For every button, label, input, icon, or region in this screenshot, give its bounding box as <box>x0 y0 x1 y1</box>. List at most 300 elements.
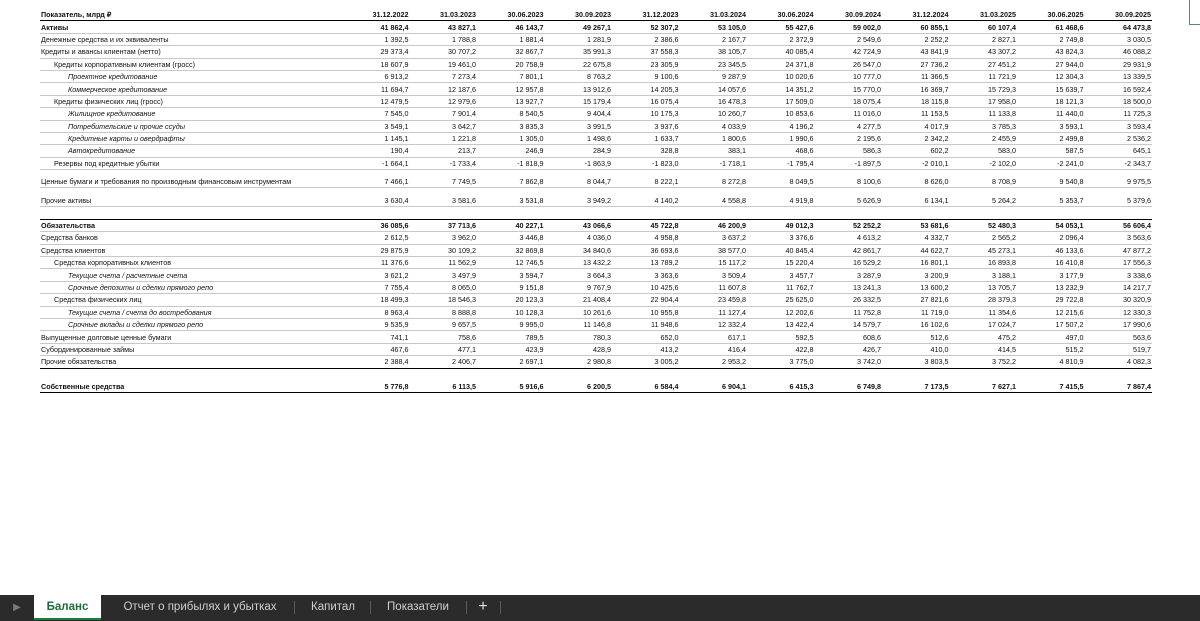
row-label-cell[interactable]: Обязательства <box>40 219 342 231</box>
value-cell[interactable]: 45 273,1 <box>950 244 1018 256</box>
value-cell[interactable]: -1 795,4 <box>747 157 815 169</box>
value-cell[interactable]: 4 082,3 <box>1085 356 1153 368</box>
value-cell[interactable]: 6 904,1 <box>680 381 748 393</box>
row-label-cell[interactable]: Выпущенные долговые ценные бумаги <box>40 331 342 343</box>
value-cell[interactable]: 15 639,7 <box>1017 83 1085 95</box>
value-cell[interactable]: 15 117,2 <box>680 257 748 269</box>
row-label-cell[interactable]: Коммерческое кредитование <box>40 83 342 95</box>
row-label-cell[interactable]: Прочие активы <box>40 194 342 206</box>
value-cell[interactable]: 8 065,0 <box>410 281 478 293</box>
value-cell[interactable]: 30 320,9 <box>1085 294 1153 306</box>
value-cell[interactable]: 428,9 <box>545 343 613 355</box>
value-cell[interactable]: 583,0 <box>950 145 1018 157</box>
value-cell[interactable]: 38 105,7 <box>680 46 748 58</box>
value-cell[interactable]: 10 955,8 <box>612 306 680 318</box>
value-cell[interactable]: 32 867,7 <box>477 46 545 58</box>
value-cell[interactable]: 60 855,1 <box>882 21 950 33</box>
value-cell[interactable]: -1 733,4 <box>410 157 478 169</box>
value-cell[interactable]: 3 363,6 <box>612 269 680 281</box>
value-cell[interactable]: 16 410,8 <box>1017 257 1085 269</box>
value-cell[interactable]: 2 749,8 <box>1017 33 1085 45</box>
value-cell[interactable]: 9 975,5 <box>1085 176 1153 188</box>
value-cell[interactable]: 2 827,1 <box>950 33 1018 45</box>
tab-income-statement[interactable]: Отчет о прибылях и убытках <box>123 601 277 613</box>
value-cell[interactable]: 383,1 <box>680 145 748 157</box>
value-cell[interactable]: 11 948,6 <box>612 318 680 330</box>
value-cell[interactable]: 22 675,8 <box>545 58 613 70</box>
row-label-cell[interactable]: Срочные депозиты и сделки прямого репо <box>40 281 342 293</box>
value-cell[interactable]: 12 979,6 <box>410 95 478 107</box>
value-cell[interactable]: 7 627,1 <box>950 381 1018 393</box>
value-cell[interactable]: 4 958,8 <box>612 232 680 244</box>
value-cell[interactable]: 11 762,7 <box>747 281 815 293</box>
value-cell[interactable]: 16 102,6 <box>882 318 950 330</box>
value-cell[interactable]: 9 767,9 <box>545 281 613 293</box>
value-cell[interactable]: 3 991,5 <box>545 120 613 132</box>
value-cell[interactable]: 8 044,7 <box>545 176 613 188</box>
value-cell[interactable]: 477,1 <box>410 343 478 355</box>
value-cell[interactable]: 3 593,1 <box>1017 120 1085 132</box>
value-cell[interactable]: 213,7 <box>410 145 478 157</box>
value-cell[interactable]: 15 729,3 <box>950 83 1018 95</box>
value-cell[interactable]: 12 957,8 <box>477 83 545 95</box>
value-cell[interactable]: 11 133,8 <box>950 108 1018 120</box>
value-cell[interactable]: 6 913,2 <box>342 70 410 82</box>
value-cell[interactable]: 3 949,2 <box>545 194 613 206</box>
value-cell[interactable]: 22 904,4 <box>612 294 680 306</box>
value-cell[interactable]: 59 002,0 <box>815 21 883 33</box>
value-cell[interactable]: 10 777,0 <box>815 70 883 82</box>
value-cell[interactable]: 10 175,3 <box>612 108 680 120</box>
value-cell[interactable]: 423,9 <box>477 343 545 355</box>
value-cell[interactable]: 2 342,2 <box>882 132 950 144</box>
value-cell[interactable]: 2 252,2 <box>882 33 950 45</box>
value-cell[interactable]: 11 440,0 <box>1017 108 1085 120</box>
value-cell[interactable]: 52 252,2 <box>815 219 883 231</box>
value-cell[interactable]: 3 593,4 <box>1085 120 1153 132</box>
value-cell[interactable]: 3 457,7 <box>747 269 815 281</box>
value-cell[interactable]: 17 958,0 <box>950 95 1018 107</box>
row-label-cell[interactable]: Срочные вклады и сделки прямого репо <box>40 318 342 330</box>
value-cell[interactable]: 14 351,2 <box>747 83 815 95</box>
value-cell[interactable]: 20 758,9 <box>477 58 545 70</box>
value-cell[interactable]: 7 755,4 <box>342 281 410 293</box>
value-cell[interactable]: 7 749,5 <box>410 176 478 188</box>
value-cell[interactable]: 47 877,2 <box>1085 244 1153 256</box>
value-cell[interactable]: 3 775,0 <box>747 356 815 368</box>
value-cell[interactable]: 17 024,7 <box>950 318 1018 330</box>
value-cell[interactable]: 7 862,8 <box>477 176 545 188</box>
value-cell[interactable]: 6 584,4 <box>612 381 680 393</box>
value-cell[interactable]: 1 145,1 <box>342 132 410 144</box>
value-cell[interactable]: 27 451,2 <box>950 58 1018 70</box>
value-cell[interactable]: 2 096,4 <box>1017 232 1085 244</box>
tab-scroll-arrow-icon[interactable]: ▶ <box>13 602 21 613</box>
value-cell[interactable]: -1 664,1 <box>342 157 410 169</box>
header-date-cell[interactable]: 31.12.2024 <box>882 9 950 21</box>
value-cell[interactable]: 23 459,8 <box>680 294 748 306</box>
value-cell[interactable]: 3 287,9 <box>815 269 883 281</box>
value-cell[interactable]: 5 379,6 <box>1085 194 1153 206</box>
value-cell[interactable]: 1 788,8 <box>410 33 478 45</box>
value-cell[interactable]: 2 386,6 <box>612 33 680 45</box>
value-cell[interactable]: 24 371,8 <box>747 58 815 70</box>
value-cell[interactable]: 10 128,3 <box>477 306 545 318</box>
value-cell[interactable]: 4 140,2 <box>612 194 680 206</box>
row-label-cell[interactable]: Средства клиентов <box>40 244 342 256</box>
value-cell[interactable]: 5 626,9 <box>815 194 883 206</box>
value-cell[interactable]: 8 222,1 <box>612 176 680 188</box>
value-cell[interactable]: 3 188,1 <box>950 269 1018 281</box>
value-cell[interactable]: 8 540,5 <box>477 108 545 120</box>
value-cell[interactable]: 46 133,6 <box>1017 244 1085 256</box>
value-cell[interactable]: 3 803,5 <box>882 356 950 368</box>
value-cell[interactable]: 17 990,6 <box>1085 318 1153 330</box>
value-cell[interactable]: 4 810,9 <box>1017 356 1085 368</box>
value-cell[interactable]: 4 277,5 <box>815 120 883 132</box>
row-label-cell[interactable]: Текущие счета / расчетные счета <box>40 269 342 281</box>
value-cell[interactable]: 13 241,3 <box>815 281 883 293</box>
value-cell[interactable]: 13 232,9 <box>1017 281 1085 293</box>
value-cell[interactable]: 53 105,0 <box>680 21 748 33</box>
value-cell[interactable]: 12 332,4 <box>680 318 748 330</box>
row-label-cell[interactable]: Субординированные займы <box>40 343 342 355</box>
value-cell[interactable]: 9 100,6 <box>612 70 680 82</box>
value-cell[interactable]: 1 281,9 <box>545 33 613 45</box>
value-cell[interactable]: 2 406,7 <box>410 356 478 368</box>
value-cell[interactable]: 2 388,4 <box>342 356 410 368</box>
value-cell[interactable]: 9 995,0 <box>477 318 545 330</box>
header-date-cell[interactable]: 30.06.2024 <box>747 9 815 21</box>
value-cell[interactable]: 4 919,8 <box>747 194 815 206</box>
value-cell[interactable]: 35 991,3 <box>545 46 613 58</box>
value-cell[interactable]: 52 307,2 <box>612 21 680 33</box>
value-cell[interactable]: 15 220,4 <box>747 257 815 269</box>
value-cell[interactable]: 16 592,4 <box>1085 83 1153 95</box>
value-cell[interactable]: 1 633,7 <box>612 132 680 144</box>
value-cell[interactable]: 36 693,6 <box>612 244 680 256</box>
value-cell[interactable]: -2 010,1 <box>882 157 950 169</box>
value-cell[interactable]: -2 241,0 <box>1017 157 1085 169</box>
row-label-cell[interactable]: Прочие обязательства <box>40 356 342 368</box>
value-cell[interactable]: 2 980,8 <box>545 356 613 368</box>
value-cell[interactable]: 3 531,8 <box>477 194 545 206</box>
value-cell[interactable]: 3 581,6 <box>410 194 478 206</box>
value-cell[interactable]: 64 473,8 <box>1085 21 1153 33</box>
value-cell[interactable]: 2 697,1 <box>477 356 545 368</box>
value-cell[interactable]: 8 963,4 <box>342 306 410 318</box>
value-cell[interactable]: 11 016,0 <box>815 108 883 120</box>
row-label-cell[interactable]: Автокредитование <box>40 145 342 157</box>
value-cell[interactable]: 16 529,2 <box>815 257 883 269</box>
value-cell[interactable]: 44 622,7 <box>882 244 950 256</box>
value-cell[interactable]: 13 432,2 <box>545 257 613 269</box>
value-cell[interactable]: 3 177,9 <box>1017 269 1085 281</box>
value-cell[interactable]: 2 455,9 <box>950 132 1018 144</box>
value-cell[interactable]: 3 664,3 <box>545 269 613 281</box>
value-cell[interactable]: 49 012,3 <box>747 219 815 231</box>
value-cell[interactable]: 14 205,3 <box>612 83 680 95</box>
value-cell[interactable]: 13 927,7 <box>477 95 545 107</box>
value-cell[interactable]: 12 479,5 <box>342 95 410 107</box>
value-cell[interactable]: 16 801,1 <box>882 257 950 269</box>
value-cell[interactable]: 11 127,4 <box>680 306 748 318</box>
value-cell[interactable]: 23 305,9 <box>612 58 680 70</box>
value-cell[interactable]: 7 867,4 <box>1085 381 1153 393</box>
value-cell[interactable]: 18 500,0 <box>1085 95 1153 107</box>
value-cell[interactable]: 18 607,9 <box>342 58 410 70</box>
value-cell[interactable]: 5 264,2 <box>950 194 1018 206</box>
value-cell[interactable]: 10 020,6 <box>747 70 815 82</box>
value-cell[interactable]: 14 057,6 <box>680 83 748 95</box>
value-cell[interactable]: 7 466,1 <box>342 176 410 188</box>
value-cell[interactable]: 1 305,0 <box>477 132 545 144</box>
value-cell[interactable]: 12 202,6 <box>747 306 815 318</box>
value-cell[interactable]: 12 215,6 <box>1017 306 1085 318</box>
value-cell[interactable]: -1 818,9 <box>477 157 545 169</box>
value-cell[interactable]: 13 422,4 <box>747 318 815 330</box>
value-cell[interactable]: 18 121,3 <box>1017 95 1085 107</box>
value-cell[interactable]: 6 200,5 <box>545 381 613 393</box>
value-cell[interactable]: 9 151,8 <box>477 281 545 293</box>
value-cell[interactable]: 515,2 <box>1017 343 1085 355</box>
value-cell[interactable]: 789,5 <box>477 331 545 343</box>
value-cell[interactable]: 7 901,4 <box>410 108 478 120</box>
value-cell[interactable]: 38 577,0 <box>680 244 748 256</box>
value-cell[interactable]: 20 123,3 <box>477 294 545 306</box>
value-cell[interactable]: 27 944,0 <box>1017 58 1085 70</box>
value-cell[interactable]: 9 657,5 <box>410 318 478 330</box>
value-cell[interactable]: 13 705,7 <box>950 281 1018 293</box>
header-label-cell[interactable]: Показатель, млрд ₽ <box>40 9 342 21</box>
value-cell[interactable]: 4 332,7 <box>882 232 950 244</box>
value-cell[interactable]: 3 642,7 <box>410 120 478 132</box>
value-cell[interactable]: 3 742,0 <box>815 356 883 368</box>
value-cell[interactable]: 53 681,6 <box>882 219 950 231</box>
value-cell[interactable]: 475,2 <box>950 331 1018 343</box>
value-cell[interactable]: 45 722,8 <box>612 219 680 231</box>
value-cell[interactable]: 6 749,8 <box>815 381 883 393</box>
value-cell[interactable]: 6 134,1 <box>882 194 950 206</box>
value-cell[interactable]: 5 776,8 <box>342 381 410 393</box>
value-cell[interactable]: 55 427,6 <box>747 21 815 33</box>
add-sheet-button[interactable]: + <box>478 598 488 615</box>
value-cell[interactable]: 3 785,3 <box>950 120 1018 132</box>
value-cell[interactable]: 416,4 <box>680 343 748 355</box>
value-cell[interactable]: 56 606,4 <box>1085 219 1153 231</box>
value-cell[interactable]: 43 307,2 <box>950 46 1018 58</box>
value-cell[interactable]: 8 049,5 <box>747 176 815 188</box>
value-cell[interactable]: 1 498,6 <box>545 132 613 144</box>
value-cell[interactable]: 17 509,0 <box>747 95 815 107</box>
value-cell[interactable]: 9 287,9 <box>680 70 748 82</box>
value-cell[interactable]: 652,0 <box>612 331 680 343</box>
value-cell[interactable]: 27 736,2 <box>882 58 950 70</box>
value-cell[interactable]: 8 763,2 <box>545 70 613 82</box>
value-cell[interactable]: 7 415,5 <box>1017 381 1085 393</box>
value-cell[interactable]: 12 746,5 <box>477 257 545 269</box>
value-cell[interactable]: 3 937,6 <box>612 120 680 132</box>
value-cell[interactable]: 4 558,8 <box>680 194 748 206</box>
value-cell[interactable]: 426,7 <box>815 343 883 355</box>
value-cell[interactable]: -2 343,7 <box>1085 157 1153 169</box>
value-cell[interactable]: 617,1 <box>680 331 748 343</box>
value-cell[interactable]: 30 707,2 <box>410 46 478 58</box>
value-cell[interactable]: 8 272,8 <box>680 176 748 188</box>
spacer-cell[interactable] <box>40 368 1152 381</box>
row-label-cell[interactable]: Собственные средства <box>40 381 342 393</box>
value-cell[interactable]: 11 562,9 <box>410 257 478 269</box>
value-cell[interactable]: 6 415,3 <box>747 381 815 393</box>
value-cell[interactable]: 3 594,7 <box>477 269 545 281</box>
row-label-cell[interactable]: Средства банков <box>40 232 342 244</box>
header-date-cell[interactable]: 30.06.2025 <box>1017 9 1085 21</box>
value-cell[interactable]: 12 304,3 <box>1017 70 1085 82</box>
value-cell[interactable]: 2 372,9 <box>747 33 815 45</box>
row-label-cell[interactable]: Средства физических лиц <box>40 294 342 306</box>
value-cell[interactable]: 4 033,9 <box>680 120 748 132</box>
value-cell[interactable]: 26 547,0 <box>815 58 883 70</box>
value-cell[interactable]: 17 507,2 <box>1017 318 1085 330</box>
value-cell[interactable]: 16 075,4 <box>612 95 680 107</box>
value-cell[interactable]: 36 085,6 <box>342 219 410 231</box>
row-label-cell[interactable]: Проектное кредитование <box>40 70 342 82</box>
value-cell[interactable]: 468,6 <box>747 145 815 157</box>
value-cell[interactable]: 3 962,0 <box>410 232 478 244</box>
value-cell[interactable]: 28 379,3 <box>950 294 1018 306</box>
value-cell[interactable]: 21 408,4 <box>545 294 613 306</box>
value-cell[interactable]: 19 461,0 <box>410 58 478 70</box>
value-cell[interactable]: 46 088,2 <box>1085 46 1153 58</box>
value-cell[interactable]: 5 916,6 <box>477 381 545 393</box>
value-cell[interactable]: 4 017,9 <box>882 120 950 132</box>
value-cell[interactable]: 11 607,8 <box>680 281 748 293</box>
row-label-cell[interactable]: Резервы под кредитные убытки <box>40 157 342 169</box>
value-cell[interactable]: 5 353,7 <box>1017 194 1085 206</box>
value-cell[interactable]: 14 217,7 <box>1085 281 1153 293</box>
value-cell[interactable]: 7 545,0 <box>342 108 410 120</box>
value-cell[interactable]: 42 724,9 <box>815 46 883 58</box>
value-cell[interactable]: 467,6 <box>342 343 410 355</box>
value-cell[interactable]: 8 626,0 <box>882 176 950 188</box>
header-date-cell[interactable]: 30.09.2025 <box>1085 9 1153 21</box>
value-cell[interactable]: 2 953,2 <box>680 356 748 368</box>
value-cell[interactable]: 41 862,4 <box>342 21 410 33</box>
value-cell[interactable]: 1 800,6 <box>680 132 748 144</box>
value-cell[interactable]: 43 824,3 <box>1017 46 1085 58</box>
value-cell[interactable]: 16 478,3 <box>680 95 748 107</box>
value-cell[interactable]: 3 621,2 <box>342 269 410 281</box>
value-cell[interactable]: 3 509,4 <box>680 269 748 281</box>
row-label-cell[interactable]: Кредиты физических лиц (гросс) <box>40 95 342 107</box>
value-cell[interactable]: 3 376,6 <box>747 232 815 244</box>
value-cell[interactable]: 645,1 <box>1085 145 1153 157</box>
value-cell[interactable]: 519,7 <box>1085 343 1153 355</box>
value-cell[interactable]: 61 468,6 <box>1017 21 1085 33</box>
value-cell[interactable]: 27 821,6 <box>882 294 950 306</box>
value-cell[interactable]: 586,3 <box>815 145 883 157</box>
value-cell[interactable]: 29 931,9 <box>1085 58 1153 70</box>
value-cell[interactable]: 16 893,8 <box>950 257 1018 269</box>
value-cell[interactable]: 3 637,2 <box>680 232 748 244</box>
value-cell[interactable]: 3 563,6 <box>1085 232 1153 244</box>
value-cell[interactable]: 3 549,1 <box>342 120 410 132</box>
value-cell[interactable]: 49 267,1 <box>545 21 613 33</box>
value-cell[interactable]: 7 273,4 <box>410 70 478 82</box>
value-cell[interactable]: 1 990,6 <box>747 132 815 144</box>
value-cell[interactable]: 12 330,3 <box>1085 306 1153 318</box>
value-cell[interactable]: 23 345,5 <box>680 58 748 70</box>
value-cell[interactable]: 3 497,9 <box>410 269 478 281</box>
value-cell[interactable]: 29 373,4 <box>342 46 410 58</box>
value-cell[interactable]: 758,6 <box>410 331 478 343</box>
header-date-cell[interactable]: 31.03.2024 <box>680 9 748 21</box>
value-cell[interactable]: 11 719,0 <box>882 306 950 318</box>
spacer-cell[interactable] <box>40 206 1152 219</box>
value-cell[interactable]: -2 102,0 <box>950 157 1018 169</box>
value-cell[interactable]: 6 113,5 <box>410 381 478 393</box>
value-cell[interactable]: 13 789,2 <box>612 257 680 269</box>
value-cell[interactable]: 46 200,9 <box>680 219 748 231</box>
value-cell[interactable]: 1 221,8 <box>410 132 478 144</box>
value-cell[interactable]: 43 841,9 <box>882 46 950 58</box>
header-date-cell[interactable]: 31.12.2022 <box>342 9 410 21</box>
value-cell[interactable]: 34 840,6 <box>545 244 613 256</box>
value-cell[interactable]: 3 752,2 <box>950 356 1018 368</box>
value-cell[interactable]: 413,2 <box>612 343 680 355</box>
value-cell[interactable]: 4 613,2 <box>815 232 883 244</box>
value-cell[interactable]: 410,0 <box>882 343 950 355</box>
value-cell[interactable]: 11 354,6 <box>950 306 1018 318</box>
value-cell[interactable]: 3 030,5 <box>1085 33 1153 45</box>
value-cell[interactable]: 18 499,3 <box>342 294 410 306</box>
value-cell[interactable]: 29 722,8 <box>1017 294 1085 306</box>
value-cell[interactable]: 11 725,3 <box>1085 108 1153 120</box>
header-date-cell[interactable]: 30.09.2024 <box>815 9 883 21</box>
value-cell[interactable]: 3 005,2 <box>612 356 680 368</box>
value-cell[interactable]: 8 100,6 <box>815 176 883 188</box>
value-cell[interactable]: 422,8 <box>747 343 815 355</box>
tab-indicators[interactable]: Показатели <box>387 601 449 613</box>
value-cell[interactable]: 17 556,3 <box>1085 257 1153 269</box>
row-label-cell[interactable]: Кредиты и авансы клиентам (нетто) <box>40 46 342 58</box>
value-cell[interactable]: 10 853,6 <box>747 108 815 120</box>
value-cell[interactable]: 587,5 <box>1017 145 1085 157</box>
value-cell[interactable]: -1 823,0 <box>612 157 680 169</box>
row-label-cell[interactable]: Жилищное кредитование <box>40 108 342 120</box>
value-cell[interactable]: 42 861,7 <box>815 244 883 256</box>
value-cell[interactable]: 2 167,7 <box>680 33 748 45</box>
value-cell[interactable]: 15 770,0 <box>815 83 883 95</box>
value-cell[interactable]: 15 179,4 <box>545 95 613 107</box>
value-cell[interactable]: -1 897,5 <box>815 157 883 169</box>
value-cell[interactable]: 284,9 <box>545 145 613 157</box>
value-cell[interactable]: 2 536,2 <box>1085 132 1153 144</box>
row-label-cell[interactable]: Потребительские и прочие ссуды <box>40 120 342 132</box>
value-cell[interactable]: 11 153,5 <box>882 108 950 120</box>
tab-balance[interactable]: Баланс <box>34 595 101 620</box>
value-cell[interactable]: 16 369,7 <box>882 83 950 95</box>
row-label-cell[interactable]: Кредитные карты и овердрафты <box>40 132 342 144</box>
value-cell[interactable]: -1 863,9 <box>545 157 613 169</box>
header-date-cell[interactable]: 31.12.2023 <box>612 9 680 21</box>
value-cell[interactable]: 43 827,1 <box>410 21 478 33</box>
value-cell[interactable]: 9 404,4 <box>545 108 613 120</box>
value-cell[interactable]: 563,6 <box>1085 331 1153 343</box>
value-cell[interactable]: 3 446,8 <box>477 232 545 244</box>
value-cell[interactable]: 11 752,8 <box>815 306 883 318</box>
value-cell[interactable]: 32 869,8 <box>477 244 545 256</box>
